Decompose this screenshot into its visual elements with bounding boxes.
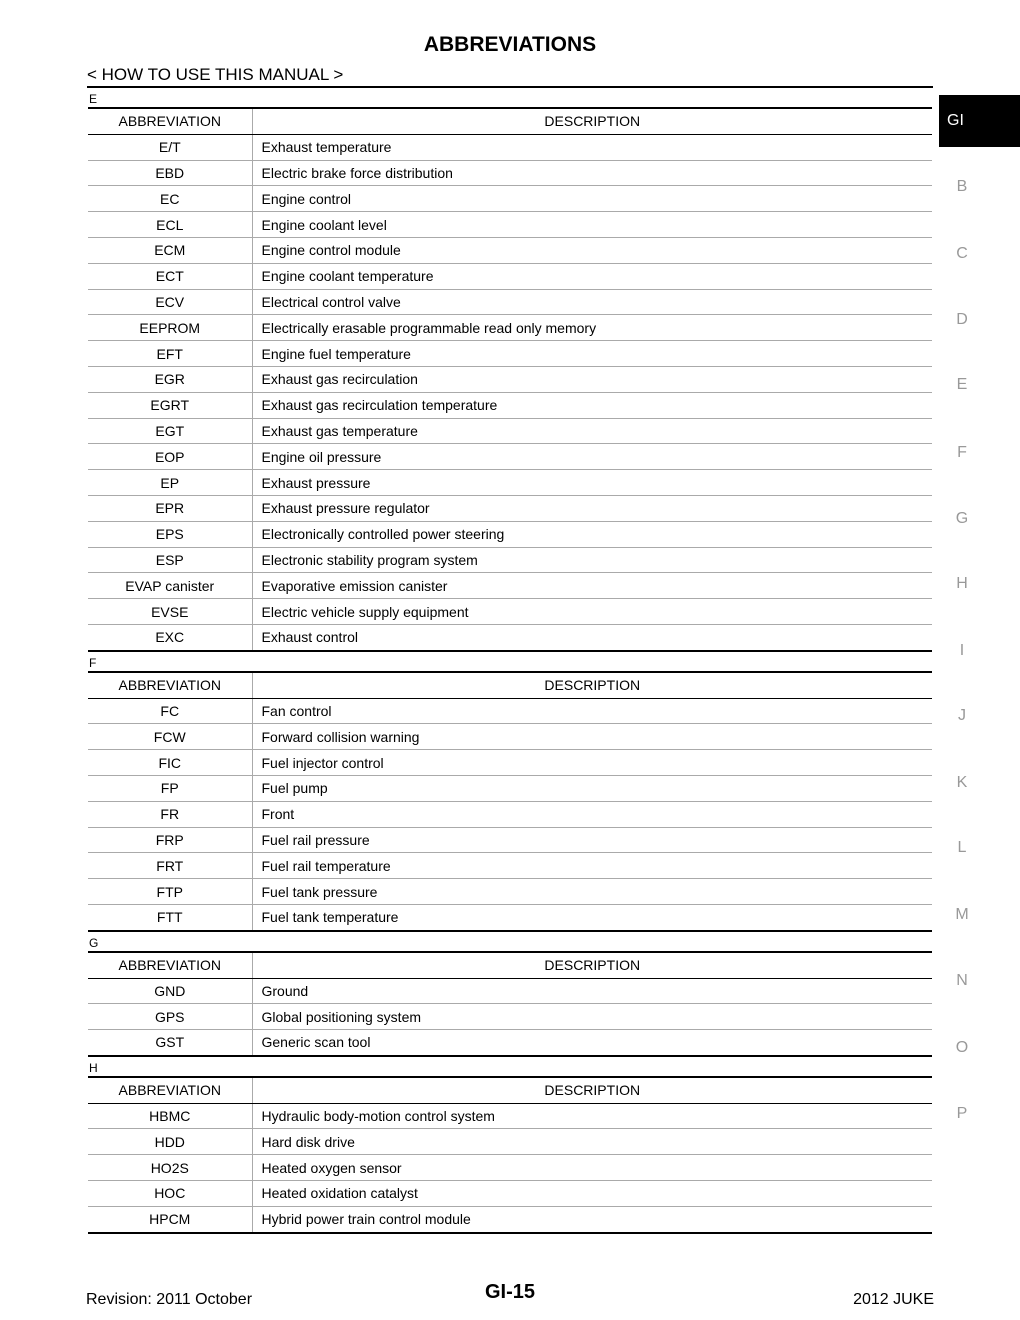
- abbreviation-cell: HPCM: [88, 1206, 252, 1232]
- description-cell: Engine control module: [252, 237, 932, 263]
- description-cell: Exhaust pressure: [252, 470, 932, 496]
- abbreviation-cell: EXC: [88, 624, 252, 650]
- description-cell: Engine coolant temperature: [252, 263, 932, 289]
- side-index-item-m[interactable]: M: [955, 906, 969, 923]
- abbreviation-table-h: [88, 1076, 932, 1234]
- abbreviation-cell: EEPROM: [88, 315, 252, 341]
- side-index-item-k[interactable]: K: [956, 774, 968, 791]
- side-index-item-e[interactable]: E: [956, 376, 968, 393]
- abbreviation-cell: EVAP canister: [88, 573, 252, 599]
- section-letter-h: H: [89, 1060, 98, 1075]
- abbreviation-cell: FTT: [88, 904, 252, 930]
- column-header-abbreviation: ABBREVIATION: [88, 952, 252, 978]
- table-row: [88, 444, 932, 470]
- abbreviation-cell: ECM: [88, 237, 252, 263]
- abbreviation-cell: EPS: [88, 521, 252, 547]
- abbreviation-cell: GND: [88, 978, 252, 1004]
- table-row: [88, 392, 932, 418]
- abbreviation-cell: FP: [88, 775, 252, 801]
- table-row: [88, 418, 932, 444]
- column-header-description: DESCRIPTION: [252, 672, 932, 698]
- description-cell: Electric brake force distribution: [252, 160, 932, 186]
- abbreviation-cell: HDD: [88, 1129, 252, 1155]
- section-letter-f: F: [89, 655, 97, 670]
- table-row: [88, 237, 932, 263]
- abbreviation-cell: ESP: [88, 547, 252, 573]
- table-row: [88, 904, 932, 930]
- side-index-item-b[interactable]: B: [956, 178, 968, 195]
- abbreviation-content: [88, 88, 932, 1234]
- description-cell: Fuel tank pressure: [252, 879, 932, 905]
- side-index-item-h[interactable]: H: [956, 575, 968, 592]
- column-header-abbreviation: ABBREVIATION: [88, 672, 252, 698]
- abbreviation-cell: E/T: [88, 134, 252, 160]
- table-row: [88, 1030, 932, 1056]
- abbreviation-cell: FRT: [88, 853, 252, 879]
- side-index-item-f[interactable]: F: [957, 444, 967, 461]
- table-row: [88, 521, 932, 547]
- description-cell: Generic scan tool: [261, 1034, 371, 1051]
- side-tab-active-gi[interactable]: GI: [939, 95, 1020, 147]
- description-cell: Heated oxidation catalyst: [252, 1181, 932, 1207]
- abbreviation-cell: EPR: [88, 495, 252, 521]
- abbreviation-cell: FTP: [88, 879, 252, 905]
- description-cell: Engine oil pressure: [252, 444, 932, 470]
- abbreviation-cell: EOP: [88, 444, 252, 470]
- abbreviation-cell: HOC: [88, 1181, 252, 1207]
- description-cell: Exhaust gas recirculation temperature: [252, 392, 932, 418]
- abbreviation-cell: FCW: [88, 724, 252, 750]
- abbreviation-table-e: [88, 107, 932, 652]
- description-cell: Electric vehicle supply equipment: [252, 599, 932, 625]
- description-cell: Engine fuel temperature: [252, 341, 932, 367]
- column-header-description: DESCRIPTION: [252, 108, 932, 134]
- table-row: [88, 750, 932, 776]
- table-row: [88, 134, 932, 160]
- table-row: [88, 315, 932, 341]
- abbreviation-cell: EGR: [88, 366, 252, 392]
- side-index-item-c[interactable]: C: [956, 245, 968, 262]
- abbreviation-table-f: [88, 671, 932, 932]
- description-cell: Heated oxygen sensor: [252, 1155, 932, 1181]
- abbreviation-cell: HO2S: [88, 1155, 252, 1181]
- table-row: [88, 1103, 932, 1129]
- table-row: [88, 186, 932, 212]
- abbreviation-cell: FRP: [88, 827, 252, 853]
- side-index-item-j[interactable]: J: [958, 707, 966, 724]
- description-cell: Global positioning system: [252, 1004, 932, 1030]
- description-cell: Exhaust pressure regulator: [252, 495, 932, 521]
- description-cell: Electronic stability program system: [252, 547, 932, 573]
- side-index-item-i[interactable]: I: [959, 642, 965, 659]
- description-cell: Engine control: [252, 186, 932, 212]
- side-index-item-g[interactable]: G: [955, 510, 969, 527]
- table-row: [88, 289, 932, 315]
- table-row: [88, 827, 932, 853]
- side-index-item-d[interactable]: D: [956, 311, 968, 328]
- table-row: [88, 1206, 932, 1232]
- description-cell: Fuel injector control: [252, 750, 932, 776]
- table-row: [88, 801, 932, 827]
- description-cell: Exhaust control: [261, 629, 358, 646]
- table-row: [88, 366, 932, 392]
- abbreviation-cell: GPS: [88, 1004, 252, 1030]
- footer-page-number: GI-15: [484, 1281, 536, 1303]
- description-cell: Exhaust gas temperature: [252, 418, 932, 444]
- side-index-item-p[interactable]: P: [956, 1105, 968, 1122]
- abbreviation-cell: EC: [88, 186, 252, 212]
- table-row: [88, 879, 932, 905]
- description-cell: Fuel rail pressure: [252, 827, 932, 853]
- abbreviation-cell: HBMC: [88, 1103, 252, 1129]
- abbreviation-cell: EGRT: [88, 392, 252, 418]
- side-index-item-l[interactable]: L: [957, 839, 967, 856]
- description-cell: Electronically controlled power steering: [252, 521, 932, 547]
- abbreviation-cell: EBD: [88, 160, 252, 186]
- column-header-abbreviation: ABBREVIATION: [88, 1077, 252, 1103]
- abbreviation-cell: EP: [88, 470, 252, 496]
- table-row: [88, 978, 932, 1004]
- table-row: [88, 1004, 932, 1030]
- description-cell: Forward collision warning: [252, 724, 932, 750]
- abbreviation-cell: ECT: [88, 263, 252, 289]
- table-header-row: [88, 1077, 932, 1103]
- table-row: [88, 1181, 932, 1207]
- description-cell: Fuel pump: [252, 775, 932, 801]
- description-cell: Fuel rail temperature: [252, 853, 932, 879]
- description-cell: Hard disk drive: [252, 1129, 932, 1155]
- description-cell: Exhaust gas recirculation: [252, 366, 932, 392]
- description-cell: Hydraulic body-motion control system: [252, 1103, 932, 1129]
- abbreviation-cell: EFT: [88, 341, 252, 367]
- table-row: [88, 698, 932, 724]
- table-row: [88, 624, 932, 650]
- table-row: [88, 775, 932, 801]
- abbreviation-cell: ECV: [88, 289, 252, 315]
- footer-model: 2012 JUKE: [853, 1291, 934, 1308]
- table-row: [88, 1155, 932, 1181]
- column-header-description: DESCRIPTION: [252, 952, 932, 978]
- table-row: [88, 599, 932, 625]
- table-row: [88, 263, 932, 289]
- table-row: [88, 724, 932, 750]
- description-cell: Exhaust temperature: [252, 134, 932, 160]
- description-cell: Fan control: [252, 698, 932, 724]
- table-header-row: [88, 952, 932, 978]
- table-header-row: [88, 672, 932, 698]
- description-cell: Engine coolant level: [252, 212, 932, 238]
- table-row: [88, 547, 932, 573]
- page-title: ABBREVIATIONS: [423, 33, 597, 56]
- abbreviation-cell: ECL: [88, 212, 252, 238]
- abbreviation-cell: FIC: [88, 750, 252, 776]
- description-cell: Front: [252, 801, 932, 827]
- table-row: [88, 341, 932, 367]
- column-header-abbreviation: ABBREVIATION: [88, 108, 252, 134]
- table-row: [88, 573, 932, 599]
- description-cell: Fuel tank temperature: [261, 909, 399, 926]
- abbreviation-cell: GST: [88, 1030, 252, 1056]
- table-row: [88, 212, 932, 238]
- table-row: [88, 853, 932, 879]
- side-index-item-n[interactable]: N: [956, 972, 968, 989]
- footer-revision: Revision: 2011 October: [86, 1291, 253, 1308]
- abbreviation-cell: FC: [88, 698, 252, 724]
- description-cell: Hybrid power train control module: [261, 1211, 471, 1228]
- table-row: [88, 470, 932, 496]
- section-subtitle: < HOW TO USE THIS MANUAL >: [87, 65, 344, 84]
- table-row: [88, 495, 932, 521]
- description-cell: Electrically erasable programmable read only memory: [252, 315, 932, 341]
- abbreviation-cell: EVSE: [88, 599, 252, 625]
- description-cell: Evaporative emission canister: [252, 573, 932, 599]
- abbreviation-cell: FR: [88, 801, 252, 827]
- description-cell: Electrical control valve: [252, 289, 932, 315]
- description-cell: Ground: [252, 978, 932, 1004]
- table-header-row: [88, 108, 932, 134]
- section-letter-g: G: [89, 935, 99, 950]
- side-index-item-o[interactable]: O: [955, 1039, 969, 1056]
- column-header-description: DESCRIPTION: [252, 1077, 932, 1103]
- table-row: [88, 160, 932, 186]
- abbreviation-table-g: [88, 951, 932, 1057]
- table-row: [88, 1129, 932, 1155]
- section-letter-e: E: [89, 92, 98, 106]
- abbreviation-cell: EGT: [88, 418, 252, 444]
